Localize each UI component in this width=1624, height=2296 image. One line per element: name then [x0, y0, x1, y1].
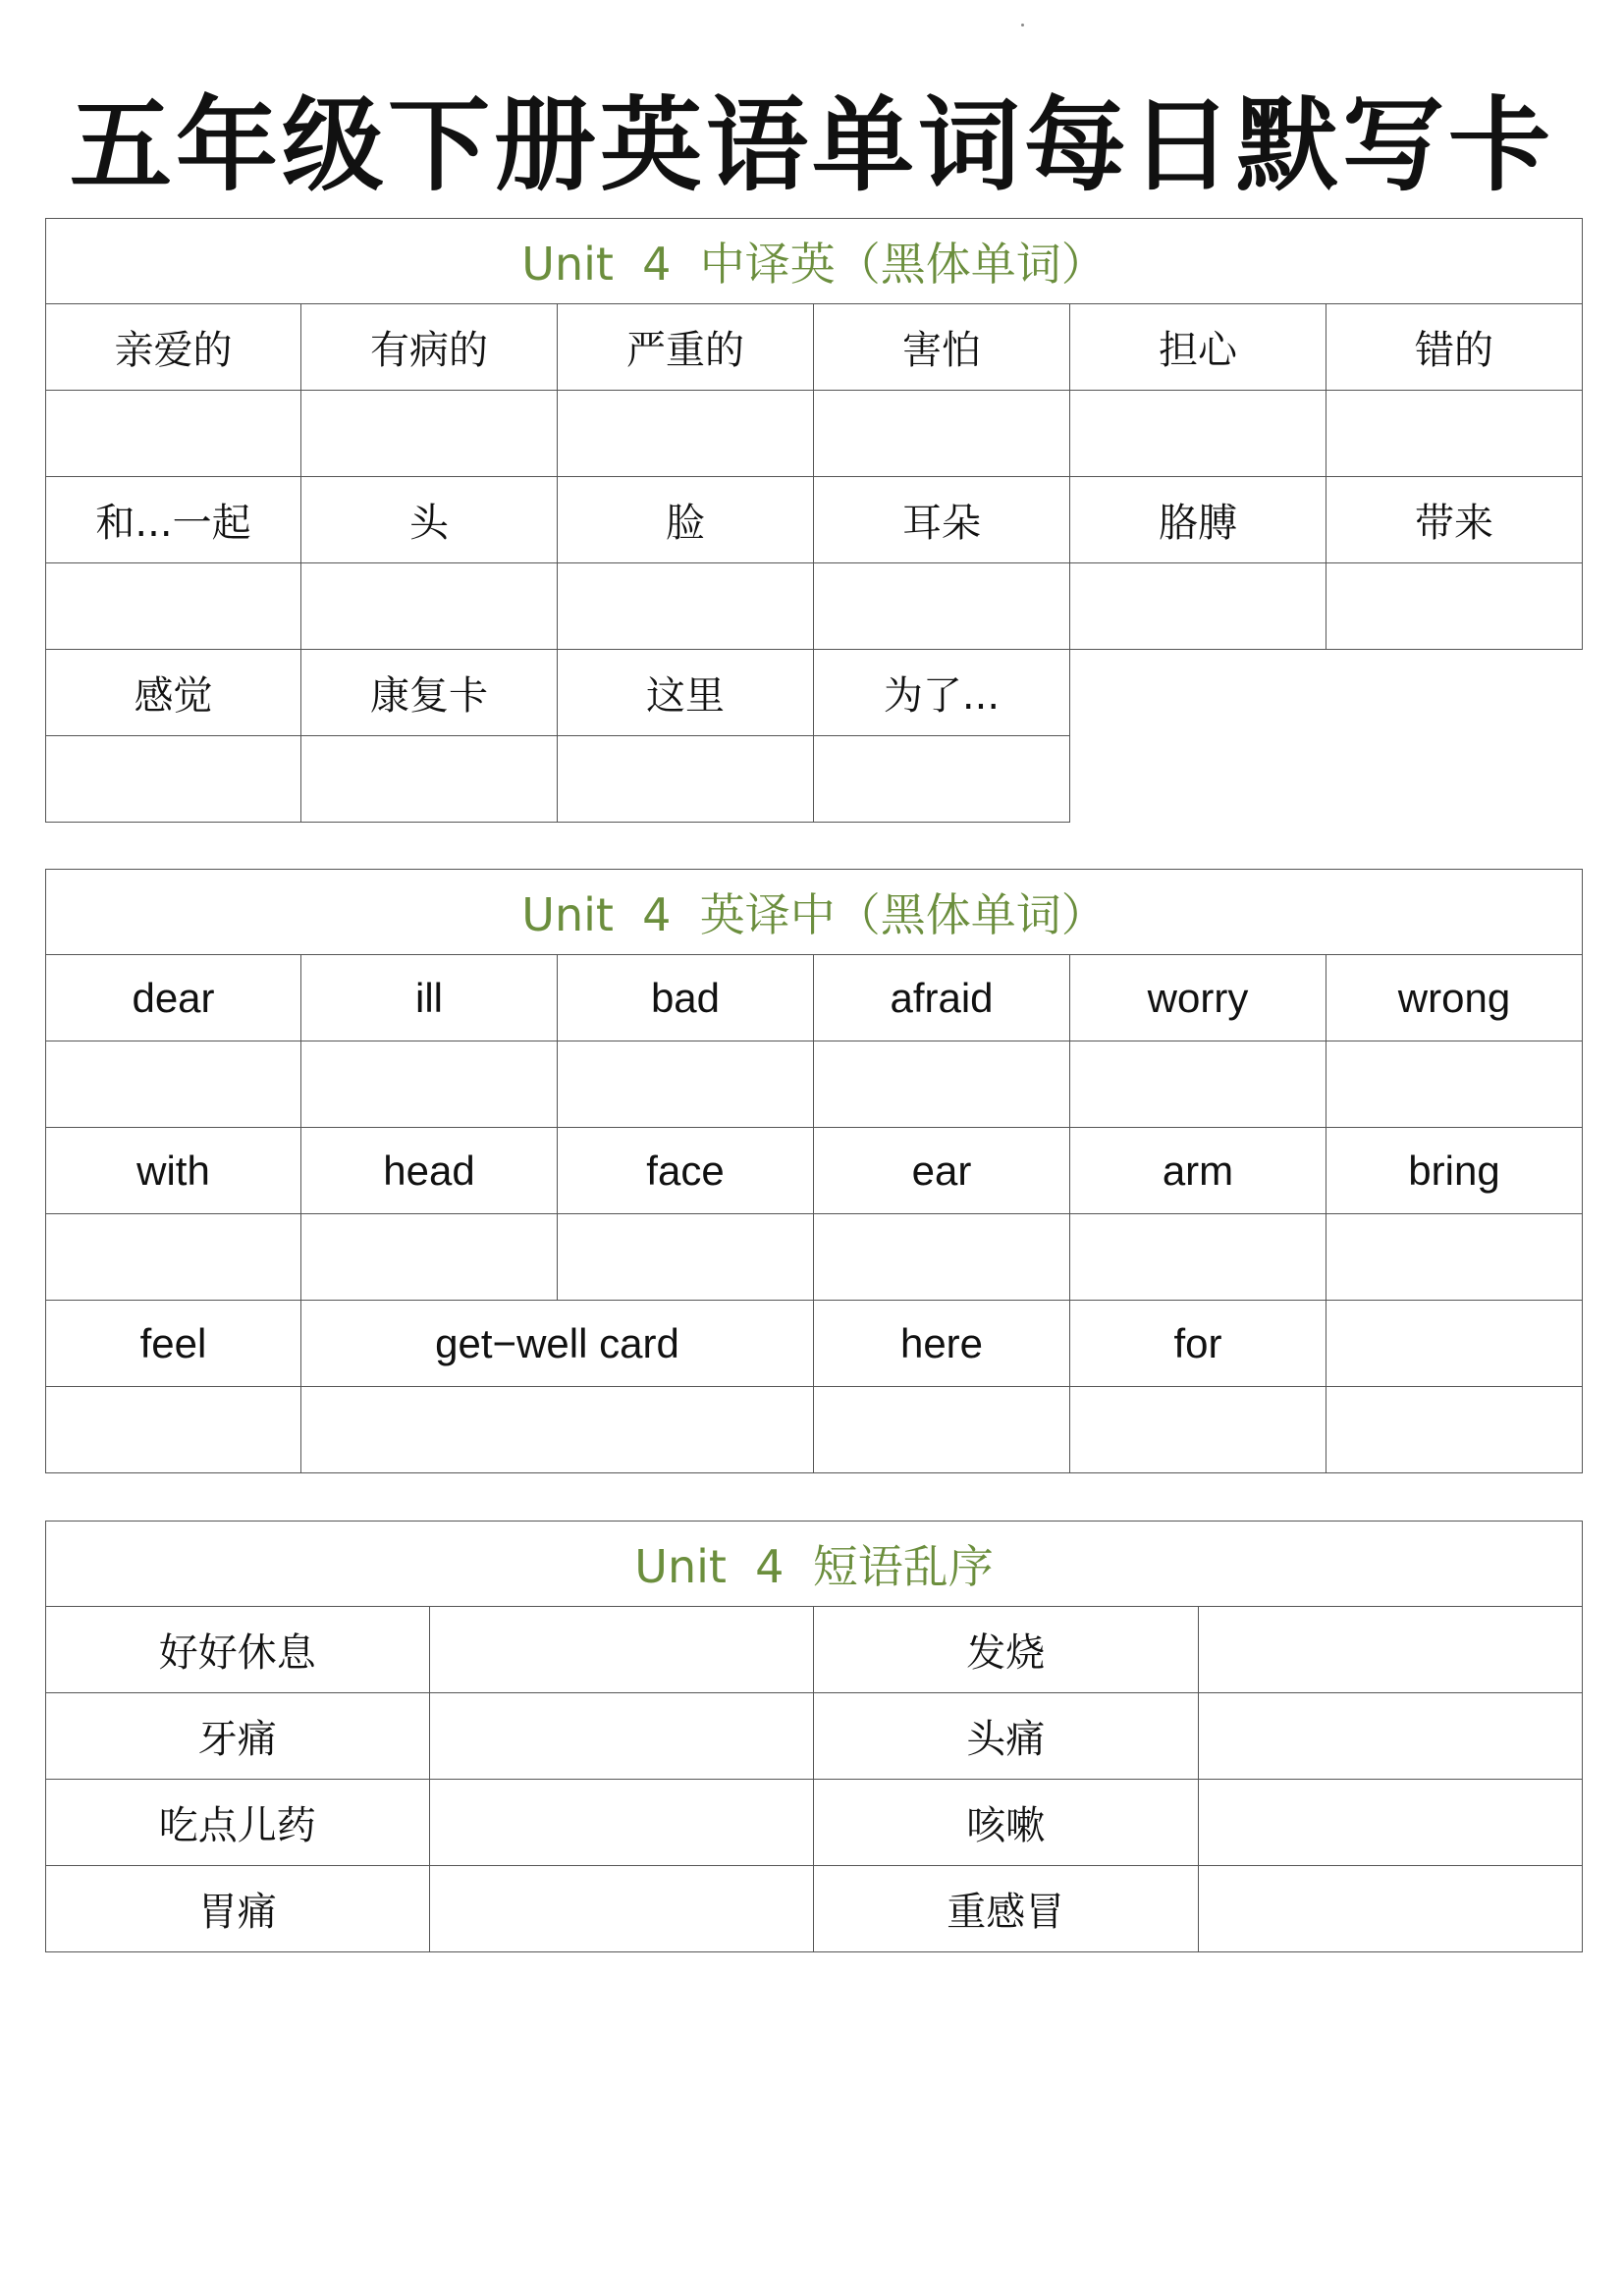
word-cell: worry — [1070, 955, 1326, 1041]
blank-area — [1326, 736, 1583, 823]
answer-cell[interactable] — [301, 563, 558, 650]
word-cell: 这里 — [558, 650, 814, 736]
answer-cell[interactable] — [1199, 1866, 1584, 1952]
en-to-cn-header: Unit 4 英译中（黑体单词） — [45, 869, 1583, 955]
word-cell: 担心 — [1070, 304, 1326, 391]
answer-cell[interactable] — [1326, 563, 1583, 650]
answer-cell[interactable] — [1199, 1693, 1584, 1780]
answer-cell[interactable] — [301, 1041, 558, 1128]
answer-cell[interactable] — [1070, 563, 1326, 650]
answer-cell[interactable] — [301, 736, 558, 823]
answer-cell[interactable] — [430, 1607, 815, 1693]
word-cell: bring — [1326, 1128, 1583, 1214]
en-to-cn-card — [45, 869, 1583, 1473]
phrase-cell: 头痛 — [814, 1693, 1199, 1780]
answer-cell[interactable] — [45, 1387, 301, 1473]
phrase-cell: 牙痛 — [45, 1693, 430, 1780]
answer-cell[interactable] — [45, 391, 301, 477]
answer-cell[interactable] — [814, 563, 1070, 650]
word-cell: 康复卡 — [301, 650, 558, 736]
phrase-card — [45, 1521, 1583, 1952]
word-cell: arm — [1070, 1128, 1326, 1214]
word-cell: ill — [301, 955, 558, 1041]
answer-cell[interactable] — [301, 1214, 558, 1301]
answer-cell[interactable] — [430, 1693, 815, 1780]
answer-cell[interactable] — [1199, 1780, 1584, 1866]
cn-to-en-header: Unit 4 中译英（黑体单词） — [45, 218, 1583, 304]
phrase-header: Unit 4 短语乱序 — [45, 1521, 1583, 1607]
word-cell: wrong — [1326, 955, 1583, 1041]
answer-cell[interactable] — [1326, 1041, 1583, 1128]
answer-cell[interactable] — [430, 1866, 815, 1952]
blank-area — [1070, 650, 1326, 736]
answer-cell[interactable] — [814, 1041, 1070, 1128]
answer-cell[interactable] — [558, 563, 814, 650]
answer-cell[interactable] — [301, 391, 558, 477]
word-cell: face — [558, 1128, 814, 1214]
word-cell: ear — [814, 1128, 1070, 1214]
word-cell: 耳朵 — [814, 477, 1070, 563]
phrase-cell: 咳嗽 — [814, 1780, 1199, 1866]
word-cell: 害怕 — [814, 304, 1070, 391]
answer-cell[interactable] — [1326, 391, 1583, 477]
word-cell: 为了... — [814, 650, 1070, 736]
answer-cell[interactable] — [45, 1214, 301, 1301]
word-cell: 带来 — [1326, 477, 1583, 563]
phrase-cell: 发烧 — [814, 1607, 1199, 1693]
answer-cell[interactable] — [814, 736, 1070, 823]
answer-cell[interactable] — [1199, 1607, 1584, 1693]
cn-to-en-card — [45, 218, 1583, 823]
answer-cell[interactable] — [814, 1387, 1070, 1473]
word-cell: 胳膊 — [1070, 477, 1326, 563]
word-cell: 和...一起 — [45, 477, 301, 563]
word-cell: 脸 — [558, 477, 814, 563]
word-cell: 亲爱的 — [45, 304, 301, 391]
word-cell: for — [1070, 1301, 1326, 1387]
word-cell: feel — [45, 1301, 301, 1387]
en-to-cn-table — [45, 869, 1583, 1473]
answer-cell[interactable] — [558, 736, 814, 823]
cn-to-en-table — [45, 218, 1583, 823]
phrase-cell: 胃痛 — [45, 1866, 430, 1952]
phrase-cell: 重感冒 — [814, 1866, 1199, 1952]
word-cell: afraid — [814, 955, 1070, 1041]
answer-cell[interactable] — [1070, 1041, 1326, 1128]
answer-cell[interactable] — [430, 1780, 815, 1866]
answer-cell[interactable] — [1070, 1387, 1326, 1473]
answer-cell[interactable] — [558, 1041, 814, 1128]
blank-area — [1326, 650, 1583, 736]
word-cell: 头 — [301, 477, 558, 563]
word-cell: bad — [558, 955, 814, 1041]
answer-cell[interactable] — [558, 391, 814, 477]
word-cell: with — [45, 1128, 301, 1214]
answer-cell[interactable] — [1326, 1387, 1583, 1473]
word-cell: head — [301, 1128, 558, 1214]
phrase-table — [45, 1521, 1583, 1952]
page-title: 五年级下册英语单词每日默写卡 — [69, 85, 1554, 205]
answer-cell[interactable] — [1070, 1214, 1326, 1301]
word-cell: here — [814, 1301, 1070, 1387]
answer-cell[interactable] — [1070, 391, 1326, 477]
word-cell: get−well card — [301, 1301, 814, 1387]
blank-cell — [1326, 1301, 1583, 1387]
answer-cell[interactable] — [814, 391, 1070, 477]
word-cell: 严重的 — [558, 304, 814, 391]
phrase-cell: 好好休息 — [45, 1607, 430, 1693]
word-cell: 有病的 — [301, 304, 558, 391]
blank-area — [1070, 736, 1326, 823]
stray-dot — [1021, 24, 1024, 27]
word-cell: dear — [45, 955, 301, 1041]
answer-cell[interactable] — [1326, 1214, 1583, 1301]
answer-cell[interactable] — [45, 736, 301, 823]
answer-cell[interactable] — [45, 563, 301, 650]
word-cell: 错的 — [1326, 304, 1583, 391]
answer-cell[interactable] — [45, 1041, 301, 1128]
answer-cell[interactable] — [301, 1387, 814, 1473]
answer-cell[interactable] — [558, 1214, 814, 1301]
phrase-cell: 吃点儿药 — [45, 1780, 430, 1866]
answer-cell[interactable] — [814, 1214, 1070, 1301]
word-cell: 感觉 — [45, 650, 301, 736]
